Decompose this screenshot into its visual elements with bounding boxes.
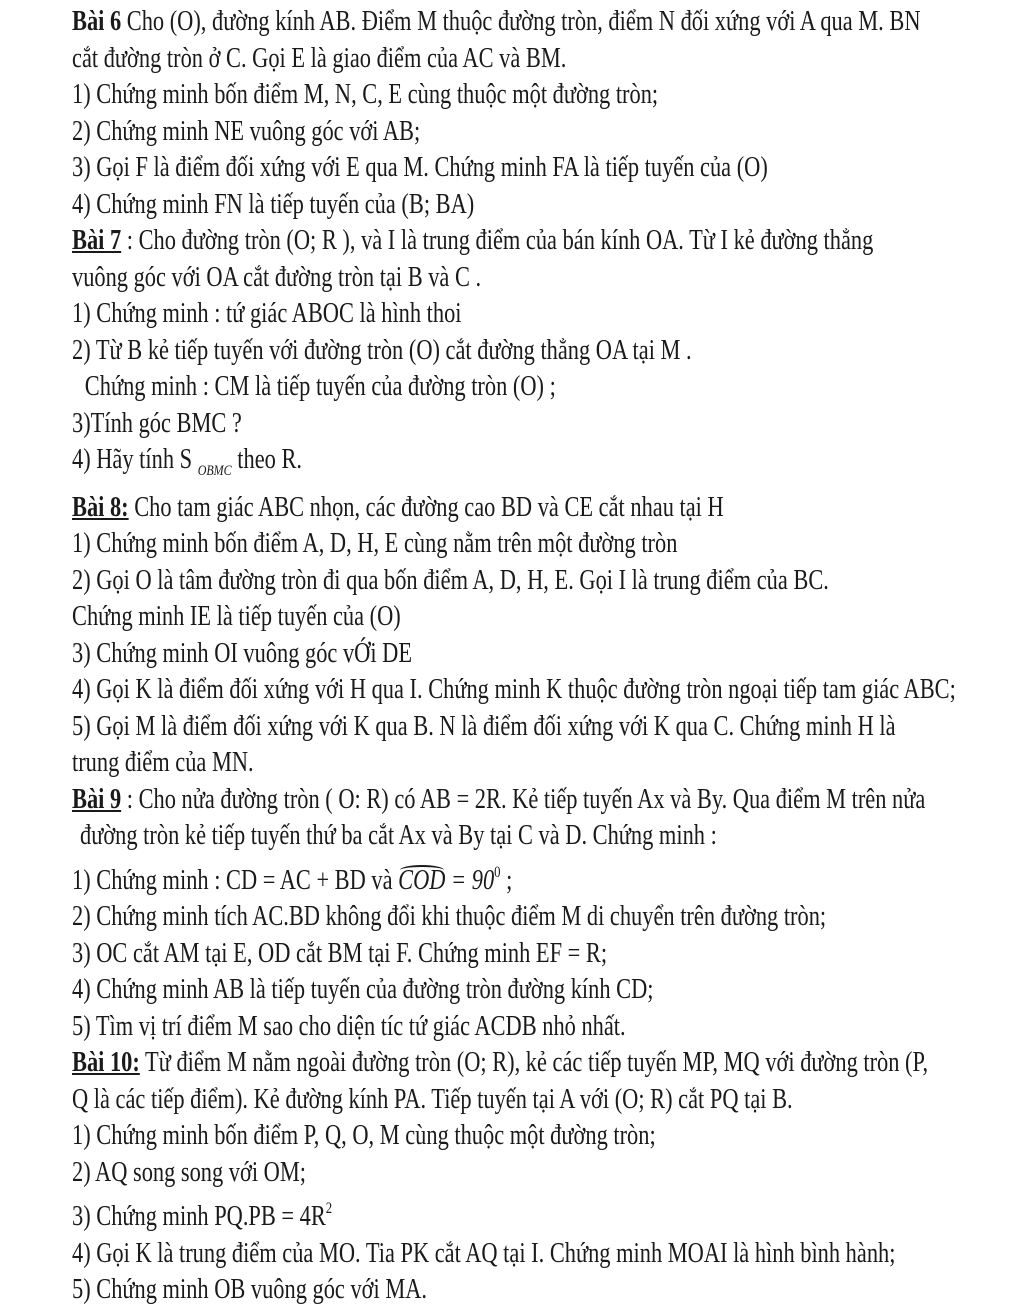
bai6-label: Bài 6 <box>72 6 122 37</box>
bai10-item-4: 4) Gọi K là trung điểm của MO. Tia PK cắt AQ tại I. Chứng minh MOAI là hình bình hành; <box>72 1237 896 1269</box>
bai7-heading <box>72 223 968 260</box>
bai9-item-1-eq: = 90 <box>445 864 495 896</box>
bai6-item-4: 4) Chứng minh FN là tiếp tuyến của (B; BA) <box>72 188 475 220</box>
bai10-item-5: 5) Chứng minh OB vuông góc với MA. <box>72 1274 428 1305</box>
bai9-heading <box>72 782 968 819</box>
bai7-cont: vuông góc với OA cắt đường tròn tại B và C . <box>72 261 482 293</box>
bai10-heading <box>72 1045 968 1082</box>
bai7-head: : Cho đường tròn (O; R ), và I là trung điểm của bán kính OA. Từ I kẻ đường thẳng <box>121 225 874 256</box>
bai7-item-2: 2) Từ B kẻ tiếp tuyến với đường tròn (O) cắt đường thẳng OA tại M . <box>72 334 692 366</box>
bai9-head: : Cho nửa đường tròn ( O: R) có AB = 2R. Kẻ tiếp tuyến Ax và By. Qua điểm M trên nửa <box>121 783 926 815</box>
bai10-item-1: 1) Chứng minh bốn điểm P, Q, O, M cùng thuộc một đường tròn; <box>72 1120 656 1151</box>
bai8-item-3: 3) Chứng minh OI vuông góc vỚi DE <box>72 637 413 669</box>
bai10-head: Từ điểm M nằm ngoài đường tròn (O; R), kẻ các tiếp tuyến MP, MQ với đường tròn (P, <box>139 1047 929 1078</box>
bai8-head: Cho tam giác ABC nhọn, các đường cao BD và CE cắt nhau tại H <box>128 491 724 523</box>
bai6-head: Cho (O), đường kính AB. Điểm M thuộc đường tròn, điểm N đối xứng với A qua M. BN <box>121 6 921 37</box>
bai7-item-2-proof: Chứng minh : CM là tiếp tuyến của đường tròn (O) ; <box>84 371 556 402</box>
bai8-item-4: 4) Gọi K là điểm đối xứng với H qua I. Chứng minh K thuộc đường tròn ngoại tiếp tam giác ABC; <box>72 674 956 705</box>
bai6-item-3: 3) Gọi F là điểm đối xứng với E qua M. Chứng minh FA là tiếp tuyến của (O) <box>72 152 768 183</box>
bai7-item-1: 1) Chứng minh : tứ giác ABOC là hình thoi <box>72 298 462 329</box>
bai8-label: Bài 8: <box>72 491 129 523</box>
bai7-label: Bài 7 <box>72 225 122 256</box>
bai7-item-3: 3)Tính góc BMC ? <box>72 407 242 439</box>
bai7-item-4-subscript: OBMC <box>197 463 232 479</box>
bai10-cont: Q là các tiếp điểm). Kẻ đường kính PA. Tiếp tuyến tại A với (O; R) cắt PQ tại B. <box>72 1083 793 1115</box>
bai9-item-3: 3) OC cắt AM tại E, OD cắt BM tại F. Chứng minh EF = R; <box>72 937 608 969</box>
bai9-item-4: 4) Chứng minh AB là tiếp tuyến của đường tròn đường kính CD; <box>72 974 654 1005</box>
bai6-item-1: 1) Chứng minh bốn điểm M, N, C, E cùng thuộc một đường tròn; <box>72 79 659 110</box>
bai6-heading <box>72 4 968 41</box>
bai9-item-5: 5) Tìm vị trí điểm M sao cho diện tíc tứ giác ACDB nhỏ nhất. <box>72 1010 626 1042</box>
bai10-item-2: 2) AQ song song với OM; <box>72 1156 306 1188</box>
bai10-label: Bài 10: <box>72 1047 140 1078</box>
bai9-item-1-post: ; <box>500 864 513 896</box>
bai7-item-4-post: theo R. <box>231 444 302 475</box>
bai8-heading <box>72 490 968 527</box>
bai7-item-4-pre: 4) Hãy tính S <box>72 444 193 475</box>
bai9-cont: đường tròn kẻ tiếp tuyến thứ ba cắt Ax và By tại C và D. Chứng minh : <box>80 820 717 851</box>
bai8-item-1: 1) Chứng minh bốn điểm A, D, H, E cùng nằm trên một đường tròn <box>72 528 678 559</box>
bai10-item-3 <box>72 1191 968 1236</box>
bai7-item-4 <box>72 442 968 490</box>
bai9-item-1 <box>72 855 968 900</box>
bai9-label: Bài 9 <box>72 783 122 815</box>
exercise-sheet <box>72 4 968 1309</box>
bai6-item-2: 2) Chứng minh NE vuông góc với AB; <box>72 115 421 147</box>
bai10-item-3-pre: 3) Chứng minh PQ.PB = 4R <box>72 1201 326 1232</box>
bai9-item-1-pre: 1) Chứng minh : CD = AC + BD và <box>72 864 399 896</box>
bai6-cont: cắt đường tròn ở C. Gọi E là giao điểm của AC và BM. <box>72 42 567 74</box>
bai9-item-1-angle: COD <box>398 863 445 900</box>
bai8-item-2-proof: Chứng minh IE là tiếp tuyến của (O) <box>72 601 401 632</box>
bai9-item-1-degree: 0 <box>494 863 501 881</box>
bai8-item-5: 5) Gọi M là điểm đối xứng với K qua B. N là điểm đối xứng với K qua C. Chứng minh H là <box>72 710 896 742</box>
bai10-item-3-exponent: 2 <box>325 1200 333 1217</box>
bai9-item-2: 2) Chứng minh tích AC.BD không đổi khi thuộc điểm M di chuyển trên đường tròn; <box>72 901 827 932</box>
bai8-item-2: 2) Gọi O là tâm đường tròn đi qua bốn điểm A, D, H, E. Gọi I là trung điểm của BC. <box>72 564 829 596</box>
bai8-item-5-cont: trung điểm của MN. <box>72 747 254 778</box>
